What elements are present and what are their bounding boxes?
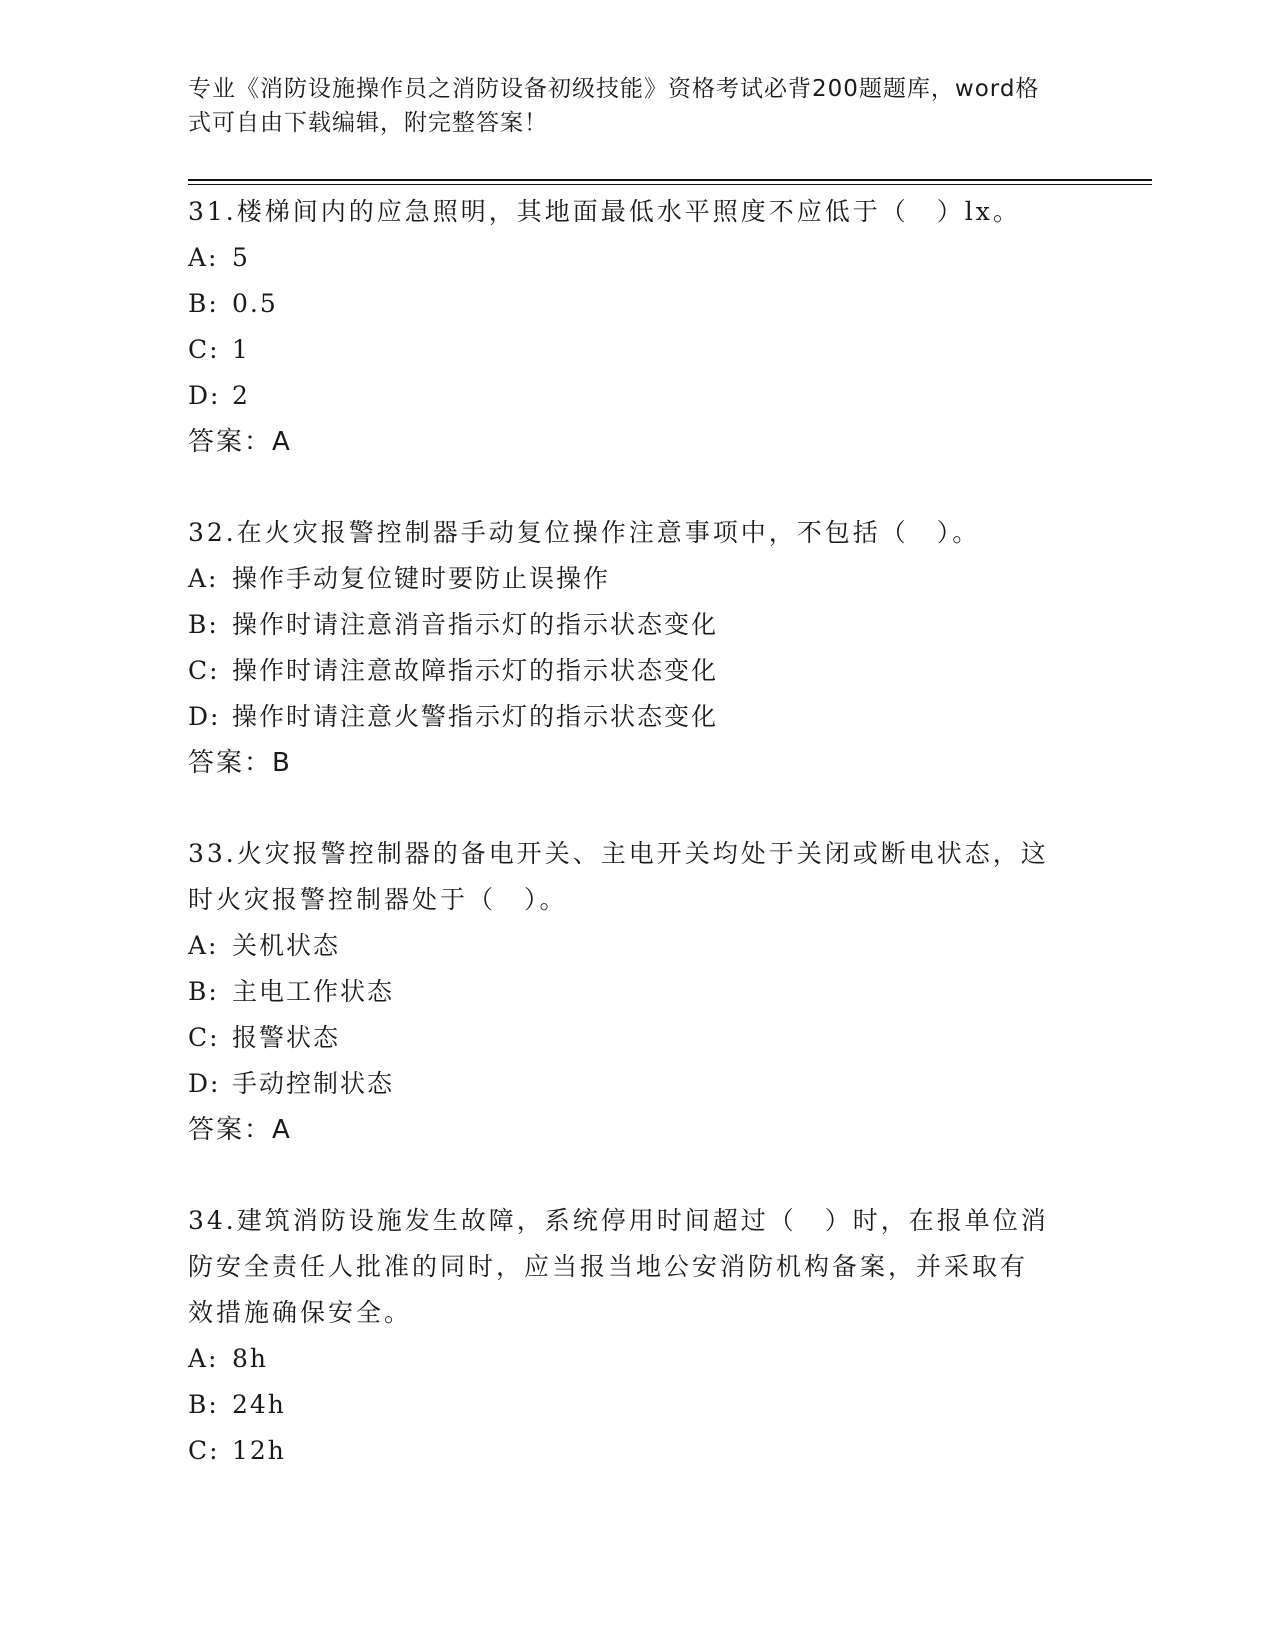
- option-b: [188, 969, 1088, 1015]
- answer-text: 答案：B: [188, 748, 292, 778]
- question-text-line-2: 时火灾报警控制器处于（ ）。: [188, 885, 568, 914]
- header-divider-thin: [188, 184, 1152, 185]
- option-c: [188, 648, 1088, 694]
- question-32: [188, 510, 1088, 786]
- option-c: [188, 1015, 1088, 1061]
- option-key: C:: [188, 1436, 220, 1465]
- question-text-line-1: 33.火灾报警控制器的备电开关、主电开关均处于关闭或断电状态，这: [188, 839, 1049, 868]
- option-text: 主电工作状态: [232, 977, 395, 1006]
- option-b: [188, 1382, 1088, 1428]
- header-line-2: 式可自由下载编辑，附完整答案！: [188, 110, 548, 136]
- option-key: C:: [188, 1023, 220, 1052]
- option-d: [188, 373, 1088, 419]
- question-text-line-2: 防安全责任人批准的同时，应当报当地公安消防机构备案，并采取有: [188, 1252, 1029, 1281]
- question-text: 31.楼梯间内的应急照明，其地面最低水平照度不应低于（ ）lx。: [188, 197, 1021, 226]
- option-text: 0.5: [232, 289, 278, 318]
- option-key: B:: [188, 610, 219, 639]
- option-text: 24h: [232, 1390, 286, 1419]
- question-text-line-3: 效措施确保安全。: [188, 1298, 413, 1327]
- option-text: 5: [232, 243, 250, 272]
- option-text: 12h: [232, 1436, 286, 1465]
- option-key: D:: [188, 1069, 221, 1098]
- option-key: A:: [188, 564, 219, 593]
- question-list: [188, 189, 1088, 1519]
- header-divider-thick: [188, 179, 1152, 181]
- option-d: [188, 694, 1088, 740]
- option-key: A:: [188, 1344, 219, 1373]
- option-text: 操作时请注意故障指示灯的指示状态变化: [232, 656, 719, 685]
- option-key: A:: [188, 243, 219, 272]
- header-line-1: 专业《消防设施操作员之消防设备初级技能》资格考试必背200题题库，word格: [188, 76, 1040, 102]
- option-a: [188, 556, 1088, 602]
- question-31: [188, 189, 1088, 465]
- option-text: 关机状态: [232, 931, 341, 960]
- option-d: [188, 1061, 1088, 1107]
- option-c: [188, 327, 1088, 373]
- option-key: C:: [188, 656, 220, 685]
- question-text: 32.在火灾报警控制器手动复位操作注意事项中，不包括（ ）。: [188, 518, 981, 547]
- option-key: D:: [188, 381, 221, 410]
- option-b: [188, 281, 1088, 327]
- option-text: 手动控制状态: [232, 1069, 395, 1098]
- option-a: [188, 923, 1088, 969]
- answer-text: 答案：A: [188, 427, 292, 457]
- option-text: 2: [232, 381, 250, 410]
- option-key: B:: [188, 1390, 219, 1419]
- option-c: [188, 1428, 1088, 1474]
- document-header: [188, 72, 1088, 140]
- option-text: 报警状态: [232, 1023, 341, 1052]
- option-text: 8h: [232, 1344, 269, 1373]
- option-key: D:: [188, 702, 221, 731]
- option-a: [188, 235, 1088, 281]
- answer-text: 答案：A: [188, 1115, 292, 1145]
- option-key: C:: [188, 335, 220, 364]
- option-text: 操作时请注意消音指示灯的指示状态变化: [232, 610, 719, 639]
- option-text: 1: [232, 335, 250, 364]
- question-text-line-1: 34.建筑消防设施发生故障，系统停用时间超过（ ）时，在报单位消: [188, 1206, 1049, 1235]
- question-33: [188, 831, 1088, 1153]
- question-34: [188, 1198, 1088, 1474]
- option-b: [188, 602, 1088, 648]
- option-a: [188, 1336, 1088, 1382]
- option-text: 操作时请注意火警指示灯的指示状态变化: [232, 702, 719, 731]
- option-text: 操作手动复位键时要防止误操作: [232, 564, 611, 593]
- option-key: B:: [188, 289, 219, 318]
- option-key: B:: [188, 977, 219, 1006]
- option-key: A:: [188, 931, 219, 960]
